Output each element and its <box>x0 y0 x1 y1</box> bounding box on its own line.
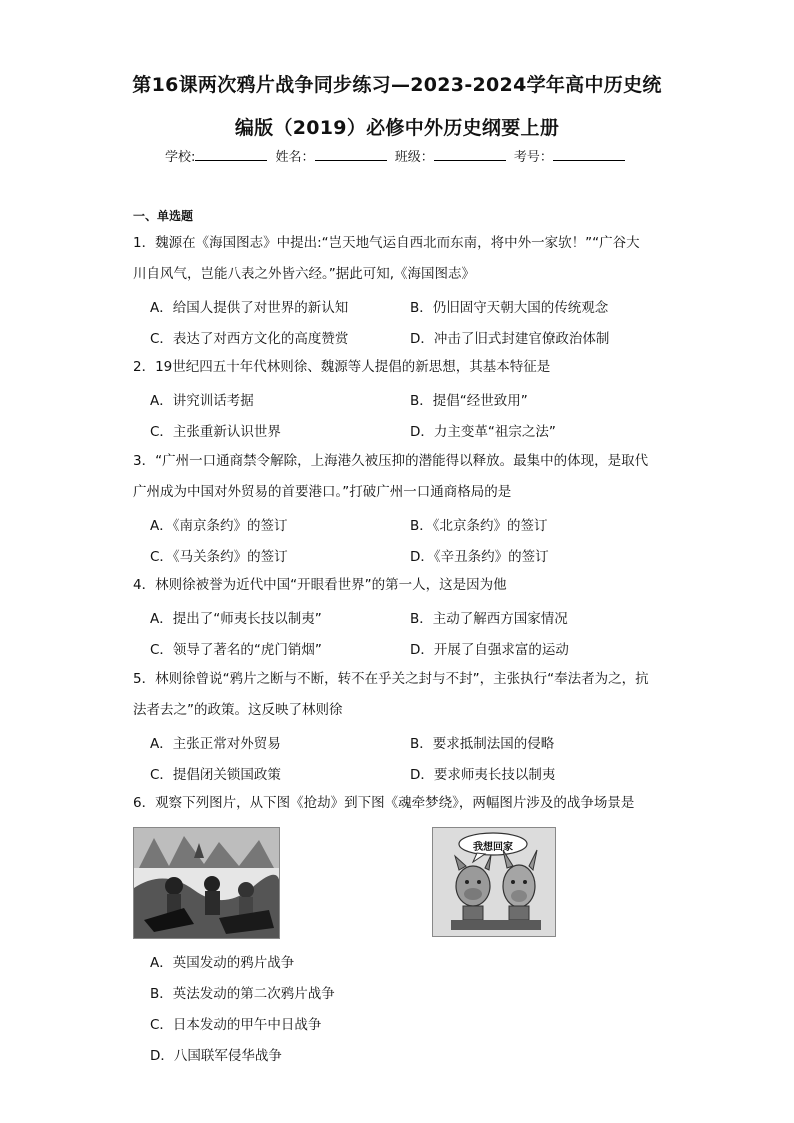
question-1-stem-line2: 川自风气，岂能八表之外皆六经。”据此可知,《海国图志》 <box>133 266 476 282</box>
question-3-stem-line2: 广州成为中国对外贸易的首要港口。”打破广州一口通商格局的是 <box>133 484 512 500</box>
question-2-stem-line1: 2．19世纪四五十年代林则徐、魏源等人提倡的新思想，其基本特征是 <box>133 359 551 375</box>
question-2-option-b[interactable]: B．提倡“经世致用” <box>410 393 528 409</box>
student-info-line <box>165 146 629 165</box>
school-blank[interactable] <box>195 148 267 161</box>
school-label: 学校: <box>165 150 196 165</box>
question-3-option-d[interactable]: D．《辛丑条约》的签订 <box>410 549 549 565</box>
question-4-option-a[interactable]: A．提出了“师夷长技以制夷” <box>150 611 322 627</box>
question-5-option-c[interactable]: C．提倡闭关锁国政策 <box>150 767 281 783</box>
question-5-stem-line2: 法者去之”的政策。这反映了林则徐 <box>133 702 343 718</box>
name-blank[interactable] <box>315 148 387 161</box>
question-4-stem-line1: 4．林则徐被誉为近代中国“开眼看世界”的第一人，这是因为他 <box>133 577 507 593</box>
section-title: 一、单选题 <box>133 209 194 223</box>
question-3-stem-line1: 3．“广州一口通商禁令解除，上海港久被压抑的潜能得以释放。最集中的体现，是取代 <box>133 453 649 469</box>
question-1-option-a[interactable]: A．给国人提供了对世界的新认知 <box>150 300 349 316</box>
question-1-option-c[interactable]: C．表达了对西方文化的高度赞赏 <box>150 331 349 347</box>
number-blank[interactable] <box>553 148 625 161</box>
question-3-option-c[interactable]: C．《马关条约》的签订 <box>150 549 288 565</box>
question-2-option-c[interactable]: C．主张重新认识世界 <box>150 424 281 440</box>
question-5-stem-line1: 5．林则徐曾说“鸦片之断与不断，转不在乎关之封与不封”，主张执行“奉法者为之，抗 <box>133 671 649 687</box>
question-4-option-b[interactable]: B．主动了解西方国家情况 <box>410 611 568 627</box>
question-6-option-c[interactable]: C．日本发动的甲午中日战争 <box>150 1017 322 1033</box>
question-5-option-d[interactable]: D．要求师夷长技以制夷 <box>410 767 556 783</box>
question-4-option-c[interactable]: C．领导了著名的“虎门销烟” <box>150 642 322 658</box>
question-1-stem-line1: 1．魏源在《海国图志》中提出:“岂天地气运自西北而东南，将中外一家欤！”“广谷大 <box>133 235 640 251</box>
looting-illustration <box>133 827 280 939</box>
question-3-option-b[interactable]: B．《北京条约》的签订 <box>410 518 548 534</box>
question-6-option-a[interactable]: A．英国发动的鸦片战争 <box>150 955 295 971</box>
question-3-option-a[interactable]: A．《南京条约》的签订 <box>150 518 288 534</box>
question-1-option-b[interactable]: B．仍旧固守天朝大国的传统观念 <box>410 300 609 316</box>
question-6-stem-line1: 6．观察下列图片，从下图《抢劫》到下图《魂牵梦绕》，两幅图片涉及的战争场景是 <box>133 795 635 811</box>
bronze-heads-cartoon <box>432 827 556 937</box>
speech-bubble-text: 我想回家 <box>473 842 513 853</box>
question-1-option-d[interactable]: D．冲击了旧式封建官僚政治体制 <box>410 331 610 347</box>
question-6-option-b[interactable]: B．英法发动的第二次鸦片战争 <box>150 986 335 1002</box>
question-5-option-b[interactable]: B．要求抵制法国的侵略 <box>410 736 555 752</box>
class-blank[interactable] <box>434 148 506 161</box>
class-label: 班级： <box>394 150 434 165</box>
looting-illustration-drawing <box>134 828 279 938</box>
question-5-option-a[interactable]: A．主张正常对外贸易 <box>150 736 281 752</box>
question-2-option-a[interactable]: A．讲究训话考据 <box>150 393 254 409</box>
question-6-option-d[interactable]: D．八国联军侵华战争 <box>150 1048 282 1064</box>
number-label: 考号： <box>513 150 553 165</box>
page-title-line1: 第16课两次鸦片战争同步练习—2023-2024学年高中历史统 <box>132 74 662 96</box>
question-2-option-d[interactable]: D．力主变革“祖宗之法” <box>410 424 556 440</box>
page-title-line2: 编版（2019）必修中外历史纲要上册 <box>234 117 560 139</box>
question-4-option-d[interactable]: D．开展了自强求富的运动 <box>410 642 569 658</box>
name-label: 姓名： <box>275 150 315 165</box>
